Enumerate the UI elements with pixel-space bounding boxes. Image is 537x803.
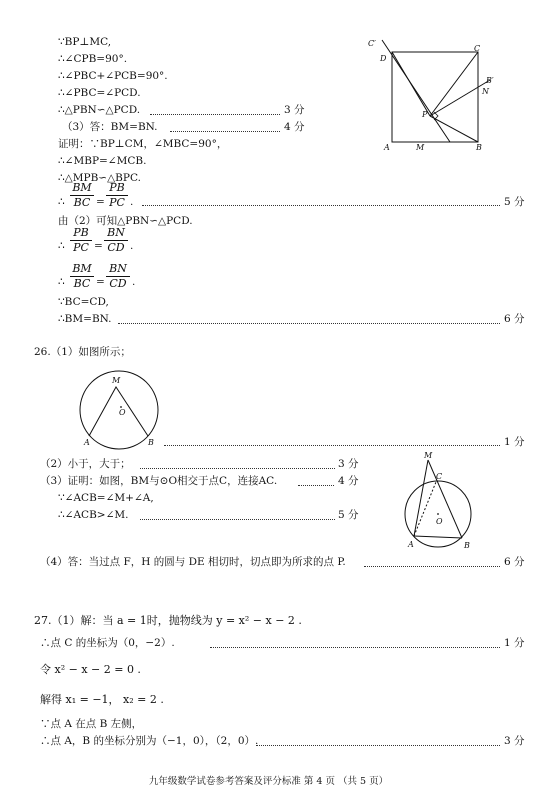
period: . xyxy=(130,196,134,208)
numerator: PB xyxy=(106,181,128,196)
q25-line-1: ∵BP⊥MC, xyxy=(58,36,112,48)
score-mark: 3 分 xyxy=(504,735,525,747)
dot-leader xyxy=(364,565,500,567)
q27-line-2: ∴点 C 的坐标为（0，−2）. xyxy=(40,637,175,649)
line-dp xyxy=(392,52,430,116)
q25-line-4: ∴∠PBC=∠PCD. xyxy=(58,87,141,99)
numerator: PB xyxy=(70,226,92,241)
line-bp xyxy=(430,116,478,142)
fraction xyxy=(106,262,130,291)
equals-sign: = xyxy=(94,240,103,252)
dot-leader xyxy=(170,130,280,132)
q25-line-6: （3）答：BM=BN. xyxy=(62,121,158,133)
q26-line-6: （4）答：当过点 F，H 的圆与 DE 相切时，切点即为所求的点 P. xyxy=(40,556,346,568)
fraction xyxy=(104,226,128,255)
denominator: CD xyxy=(109,277,127,290)
q27-line-6: ∴点 A，B 的坐标分别为（−1，0），（2，0）. xyxy=(40,735,259,747)
dot-leader xyxy=(256,744,500,746)
q25-line-9: ∴△MPB∽△BPC. xyxy=(58,172,141,184)
dot-leader xyxy=(164,444,500,446)
numerator: BM xyxy=(70,262,94,277)
q27-line-5: ∵点 A 在点 B 左侧， xyxy=(40,718,143,730)
equals-sign: = xyxy=(96,276,105,288)
label-c-prime: C′ xyxy=(368,39,376,48)
line-ma xyxy=(414,460,428,536)
label-b-prime: B′ xyxy=(486,76,494,85)
score-mark: 6 分 xyxy=(504,556,525,568)
score-mark: 5 分 xyxy=(504,196,525,208)
label-a: A xyxy=(408,540,414,549)
score-mark: 3 分 xyxy=(284,104,305,116)
q25-line-8: ∴∠MBP=∠MCB. xyxy=(58,155,147,167)
denominator: PC xyxy=(73,241,89,254)
dot-leader xyxy=(140,518,335,520)
label-a: A xyxy=(384,143,390,152)
fraction xyxy=(70,262,94,291)
q25-geometry-figure xyxy=(360,38,500,150)
dashed-ac xyxy=(414,482,436,536)
score-mark: 1 分 xyxy=(504,637,525,649)
q26-figure-2 xyxy=(400,450,486,554)
dot-leader xyxy=(118,322,500,324)
fraction xyxy=(70,226,92,255)
denominator: BC xyxy=(73,196,91,209)
label-a: A xyxy=(84,438,90,447)
q27-line-1: 27.（1）解：当 a = 1时，抛物线为 y = x² − x − 2 . xyxy=(34,614,302,627)
fraction xyxy=(106,181,128,210)
q25-line-2: ∴∠CPB=90°. xyxy=(58,53,128,65)
q25-line-5: ∴△PBN∽△PCD. xyxy=(58,104,141,116)
q27-line-3: 令 x² − x − 2 = 0 . xyxy=(40,663,141,676)
label-o: O xyxy=(436,517,443,526)
q26-line-5: ∴∠ACB>∠M. xyxy=(58,509,129,521)
q26-line-2: （2）小于，大于； xyxy=(40,458,131,470)
score-mark: 5 分 xyxy=(338,509,359,521)
label-o: O xyxy=(119,408,126,417)
label-n: N xyxy=(482,87,489,96)
denominator: BC xyxy=(73,277,91,290)
q26-line-3: （3）证明：如图，BM与⊙O相交于点C，连接AC. xyxy=(40,475,278,487)
label-p: P xyxy=(422,110,428,119)
dot-leader xyxy=(298,484,334,486)
numerator: BN xyxy=(104,226,128,241)
label-d: D xyxy=(380,54,387,63)
dot-leader xyxy=(142,204,500,206)
chord-ab xyxy=(414,536,462,538)
square-abcd xyxy=(392,52,478,142)
equals-sign: = xyxy=(96,196,105,208)
score-mark: 4 分 xyxy=(284,121,305,133)
q25-line-3: ∴∠PBC+∠PCB=90°. xyxy=(58,70,168,82)
line-cp xyxy=(430,52,478,116)
period: . xyxy=(132,276,136,288)
therefore-symbol: ∴ xyxy=(58,240,65,252)
q25-line-12: ∴BM=BN. xyxy=(58,313,112,325)
label-c: C xyxy=(474,44,481,53)
label-b: B xyxy=(476,143,482,152)
center-dot xyxy=(437,513,439,515)
line-pb-prime xyxy=(430,80,490,116)
period: . xyxy=(130,240,134,252)
q25-line-7: 证明：∵BP⊥CM，∠MBC=90°， xyxy=(58,138,228,150)
score-mark: 3 分 xyxy=(338,458,359,470)
q25-line-11: ∵BC=CD, xyxy=(58,296,109,308)
page-footer: 九年级数学试卷参考答案及评分标准 第 4 页 （共 5 页） xyxy=(148,776,389,787)
label-m: M xyxy=(424,451,433,460)
therefore-symbol: ∴ xyxy=(58,196,65,208)
label-c: C xyxy=(436,472,443,481)
line-mb xyxy=(428,460,462,538)
q26-figure-1 xyxy=(78,370,168,450)
denominator: CD xyxy=(107,241,125,254)
label-b: B xyxy=(464,541,470,550)
denominator: PC xyxy=(109,196,125,209)
fraction xyxy=(70,181,94,210)
q25-line-10: 由（2）可知△PBN∽△PCD. xyxy=(58,215,193,227)
score-mark: 1 分 xyxy=(504,436,525,448)
dot-leader xyxy=(140,467,335,469)
q27-line-4: 解得 x₁ = −1， x₂ = 2 . xyxy=(40,693,164,706)
dot-leader xyxy=(150,113,280,115)
label-m: M xyxy=(112,376,121,385)
q26-line-1: 26.（1）如图所示； xyxy=(34,346,131,358)
label-m: M xyxy=(416,143,425,152)
numerator: BM xyxy=(70,181,94,196)
label-b: B xyxy=(148,438,154,447)
numerator: BN xyxy=(106,262,130,277)
therefore-symbol: ∴ xyxy=(58,276,65,288)
q26-line-4: ∵∠ACB=∠M+∠A, xyxy=(58,492,154,504)
score-mark: 4 分 xyxy=(338,475,359,487)
score-mark: 6 分 xyxy=(504,313,525,325)
dot-leader xyxy=(210,646,500,648)
